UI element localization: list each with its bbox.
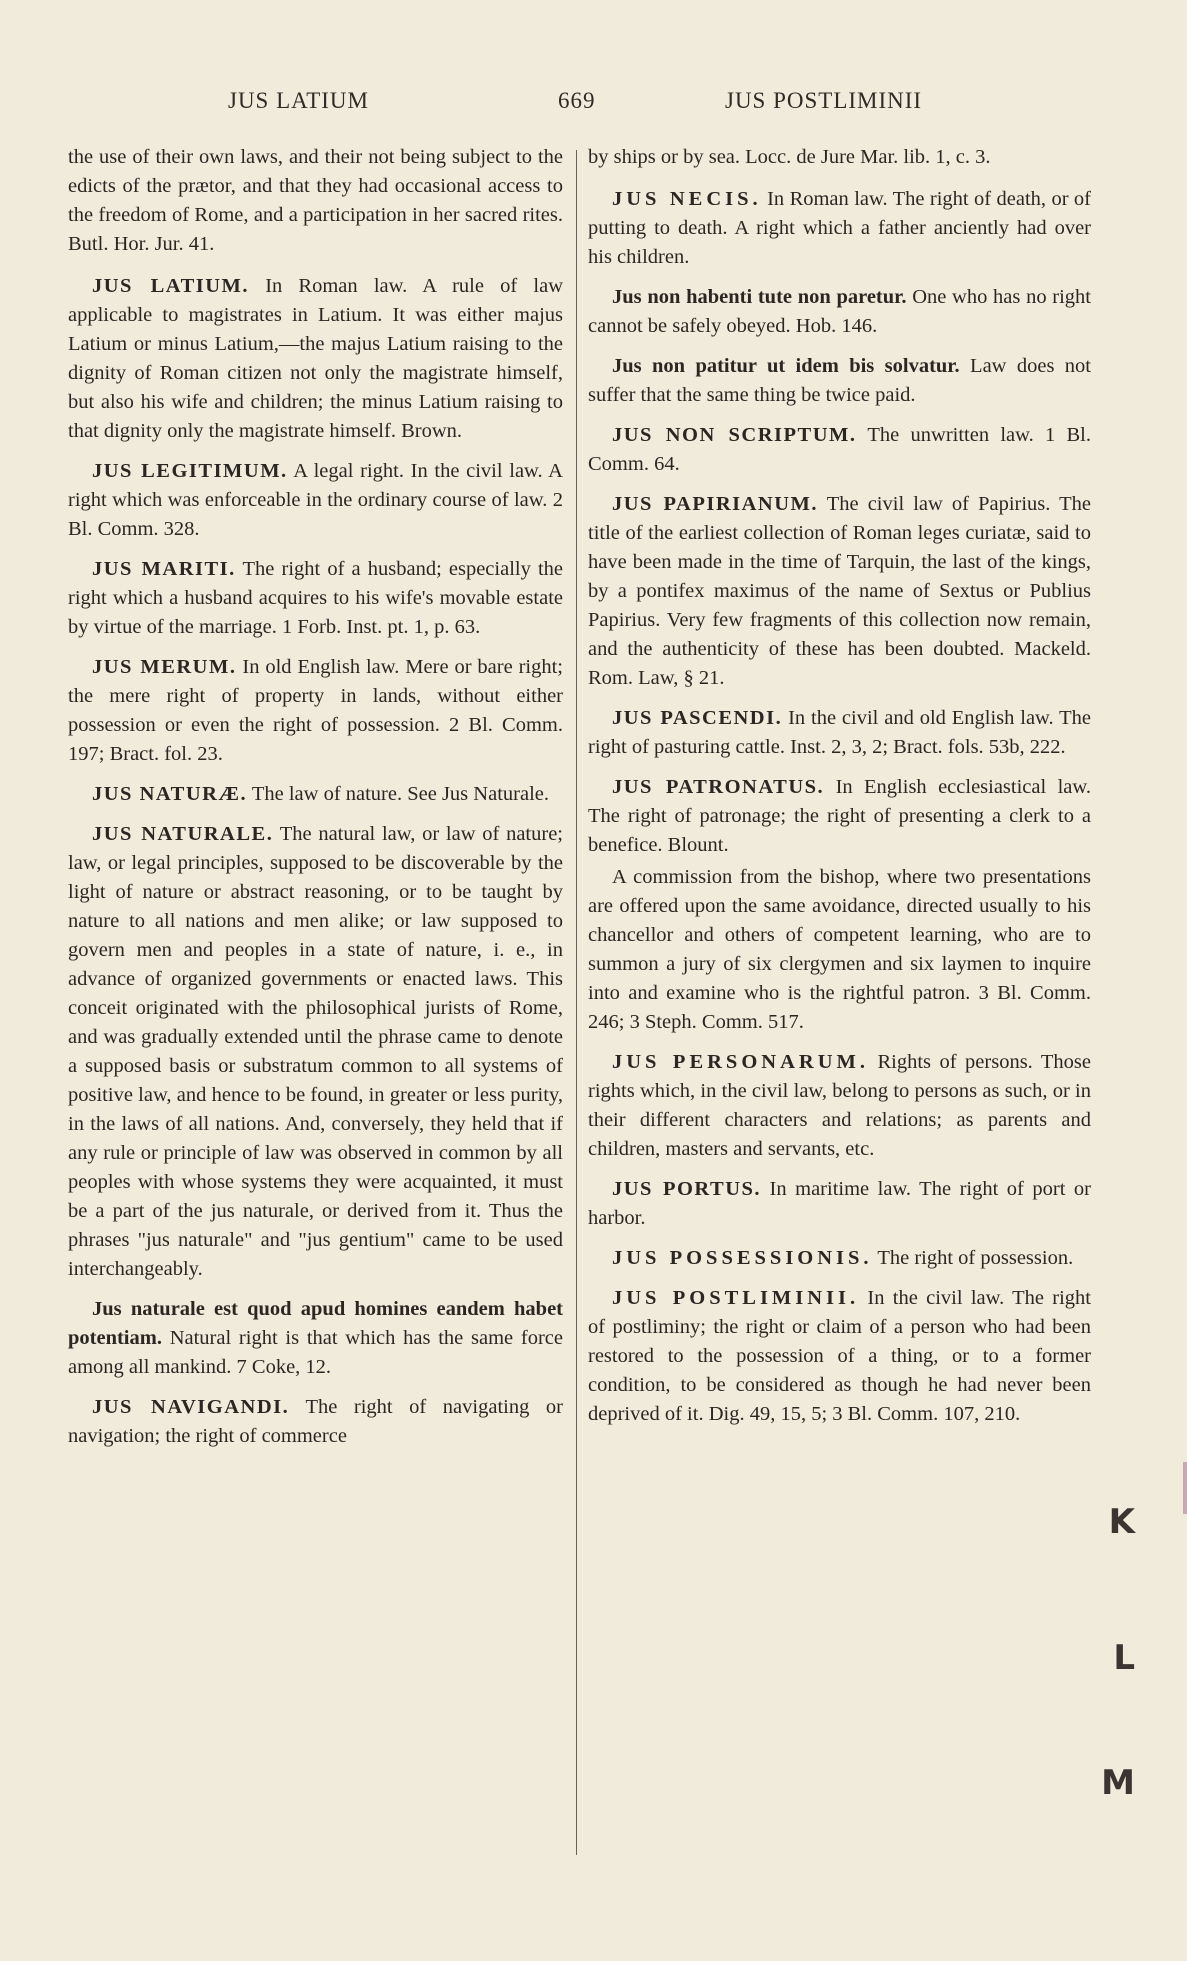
column-divider — [576, 150, 577, 1855]
entry-text: by ships or by sea. Locc. de Jure Mar. lib. 1, c. 3. — [588, 146, 991, 168]
entry-text: The civil law of Papirius. The title of the earliest collection of Roman leges curiatæ, said to have been made in the time of Tarquin, the last of the kings, by a pontifex maximus of the name of Sextus or Publius Papirius. Very few fragments of this collection now remain, and the authenticity of these has been doubted. Mackeld. Rom. Law, § 21. — [588, 493, 1091, 689]
maxim-jus-non-habenti — [588, 283, 1091, 341]
entry-text: One who has no right cannot be safely obeyed. Hob. 146. — [588, 286, 1091, 337]
thumb-index-k: K — [1108, 1502, 1135, 1542]
entry-continuation — [588, 143, 1091, 172]
entry-text: The right of a husband; especially the right which a husband acquires to his wife's movable estate by virtue of the marriage. 1 Forb. Inst. pt. 1, p. 63. — [68, 558, 563, 638]
maxim-text: Jus non habenti tute non paretur. — [612, 286, 907, 308]
page-number: 669 — [558, 88, 596, 113]
entry-jus-necis — [588, 185, 1091, 272]
running-head-left: JUS LATIUM — [228, 88, 369, 113]
entry-headword: JUS NAVIGANDI. — [92, 1396, 290, 1418]
entry-jus-legitimum — [68, 457, 563, 544]
maxim-jus-non-patitur — [588, 352, 1091, 410]
thumb-index-l: L — [1113, 1638, 1135, 1678]
entry-text: A commission from the bishop, where two presentations are offered upon the same avoidance, directed usually to his chancellor and others of competent learning, who are to summon a jury of six clergymen and six laymen to inquire into and examine who is the rightful patron. 3 Bl. Comm. 246; 3 Steph. Comm. 517. — [588, 866, 1091, 1033]
entry-jus-merum — [68, 653, 563, 769]
entry-text: The law of nature. See Jus Naturale. — [251, 783, 549, 805]
maxim-text: Jus non patitur ut idem bis solvatur. — [612, 355, 960, 377]
entry-jus-naturale — [68, 820, 563, 1284]
entry-jus-non-scriptum — [588, 421, 1091, 479]
entry-headword: JUS POSSESSIONIS. — [612, 1247, 873, 1269]
entry-text: In old English law. Mere or bare right; the mere right of property in lands, without either possession or even the right of possession. 2 Bl. Comm. 197; Bract. fol. 23. — [68, 656, 564, 765]
entry-jus-papirianum — [588, 490, 1091, 693]
entry-jus-postliminii — [588, 1284, 1091, 1429]
page-edge-tab — [1183, 1462, 1187, 1514]
entry-text: The right of possession. — [877, 1247, 1074, 1269]
maxim-text: Jus naturale est quod apud homines eandem habet potentiam. — [68, 1298, 563, 1349]
entry-text: Rights of persons. Those rights which, in the civil law, belong to persons as such, or in their different characters and relations; as parents and children, masters and servants, etc. — [588, 1051, 1092, 1160]
entry-text: Law does not suffer that the same thing be twice paid. — [588, 355, 1092, 406]
entry-headword: JUS PORTUS. — [612, 1178, 762, 1200]
entry-text: the use of their own laws, and their not being subject to the edicts of the prætor, and that they had occasional access to the freedom of Rome, and a participation in her sacred rites. Butl. Hor. Jur. 41. — [68, 146, 563, 255]
entry-headword: JUS MARITI. — [92, 558, 236, 580]
right-column — [588, 143, 1091, 1440]
entry-headword: JUS PATRONATUS. — [612, 776, 825, 798]
maxim-jus-naturale — [68, 1295, 563, 1382]
entry-text: In the civil law. The right of postliminy; the right or claim of a person who had been restored to the possession of a thing, or to a former condition, to be considered as though he had never been deprived of it. Dig. 49, 15, 5; 3 Bl. Comm. 107, 210. — [588, 1287, 1091, 1425]
entry-jus-pascendi — [588, 704, 1091, 762]
entry-jus-naturae — [68, 780, 563, 809]
entry-headword: JUS NATURALE. — [92, 823, 274, 845]
entry-text: Natural right is that which has the same force among all mankind. 7 Coke, 12. — [68, 1327, 563, 1378]
entry-jus-navigandi — [68, 1393, 563, 1451]
thumb-index-m: M — [1101, 1763, 1135, 1803]
entry-subparagraph — [588, 863, 1091, 1037]
entry-headword: JUS PAPIRIANUM. — [612, 493, 819, 515]
entry-continuation — [68, 143, 563, 259]
entry-text: In Roman law. The right of death, or of putting to death. A right which a father anciently had over his children. — [588, 188, 1092, 268]
entry-headword: JUS PERSONARUM. — [612, 1051, 869, 1073]
entry-text: The unwritten law. 1 Bl. Comm. 64. — [588, 424, 1091, 475]
left-column — [68, 143, 563, 1462]
entry-headword: JUS LATIUM. — [92, 275, 250, 297]
entry-headword: JUS POSTLIMINII. — [612, 1287, 860, 1309]
entry-headword: JUS LEGITIMUM. — [92, 460, 288, 482]
entry-headword: JUS NATURÆ. — [92, 783, 248, 805]
entry-text: The natural law, or law of nature; law, or legal principles, supposed to be discoverable by the light of nature or abstract reasoning, or to be taught by nature to all nations and men alike; or law supposed to govern men and peoples in a state of nature, i. e., in advance of organized governments or enacted laws. This conceit originated with the philosophical jurists of Rome, and was gradually extended until the phrase came to denote a supposed basis or substratum common to all systems of positive law, and hence to be found, in greater or less purity, in the laws of all nations. And, conversely, they held that if any rule or principle of law was observed in common by all peoples with whose systems they were acquainted, it must be a part of the jus naturale, or derived from it. Thus the phrases "jus naturale" and "jus gentium" came to be used interchangeably. — [68, 823, 563, 1280]
entry-jus-possessionis — [588, 1244, 1091, 1273]
entry-text: In the civil and old English law. The right of pasturing cattle. Inst. 2, 3, 2; Bract. fols. 53b, 222. — [588, 707, 1092, 758]
entry-jus-mariti — [68, 555, 563, 642]
entry-headword: JUS PASCENDI. — [612, 707, 783, 729]
entry-jus-patronatus — [588, 773, 1091, 860]
entry-text: In maritime law. The right of port or harbor. — [588, 1178, 1091, 1229]
entry-jus-portus — [588, 1175, 1091, 1233]
entry-headword: JUS NON SCRIPTUM. — [612, 424, 857, 446]
entry-text: A legal right. In the civil law. A right which was enforceable in the ordinary course of law. 2 Bl. Comm. 328. — [68, 460, 563, 540]
entry-text: The right of navigating or navigation; the right of commerce — [68, 1396, 563, 1447]
entry-headword: JUS NECIS. — [612, 188, 762, 210]
running-head-right: JUS POSTLIMINII — [725, 88, 923, 113]
entry-jus-latium — [68, 272, 563, 446]
entry-text: In English ecclesiastical law. The right of patronage; the right of presenting a clerk to a benefice. Blount. — [588, 776, 1091, 856]
entry-text: In Roman law. A rule of law applicable to magistrates in Latium. It was either majus Latium or minus Latium,—the majus Latium raising to the dignity of Roman citizen not only the magistrate himself, but also his wife and children; the minus Latium raising to that dignity only the magistrate himself. Brown. — [68, 275, 563, 442]
entry-jus-personarum — [588, 1048, 1091, 1164]
entry-headword: JUS MERUM. — [92, 656, 237, 678]
